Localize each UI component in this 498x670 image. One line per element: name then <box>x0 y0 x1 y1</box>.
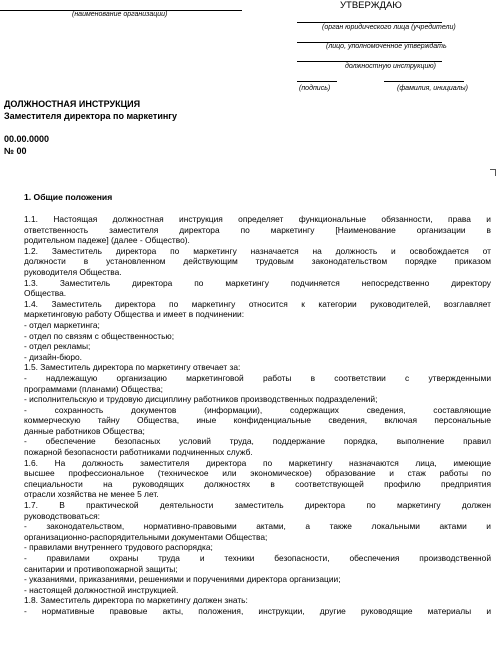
name-line <box>384 81 464 82</box>
legal-person-line <box>297 22 442 23</box>
body-line: - правилами охраны труда и техники безопасности, обеспечения производственной <box>24 553 491 563</box>
body-line: 1.1. Настоящая должностная инструкция определяет функциональные обязанности, права и <box>24 214 491 224</box>
body-line: высшее профессиональное (техническое или экономическое) образование и стаж работы по <box>24 468 491 479</box>
body-line: - нормативные правовые акты, положения, инструкции, другие руководящие материалы и <box>24 605 491 616</box>
body-line: пожарной безопасности работниками подчиненных служб. <box>24 447 253 458</box>
body-line: 1.6. На должность заместителя директора по маркетингу назначаются лица, имеющие <box>24 457 491 468</box>
document-number: № 00 <box>4 146 27 156</box>
instruction-caption: должностную инструкцию) <box>345 63 436 70</box>
body-line: родительном падеже] (далее - Общество). <box>24 235 190 246</box>
body-line: - отдел рекламы; <box>24 341 91 352</box>
body-line: - исполнительскую и трудовую дисциплину работников производственных подразделений; <box>24 394 378 405</box>
body-line: - отдел маркетинга; <box>24 319 100 330</box>
body-line: руководствоваться: <box>24 510 100 521</box>
body-line: - дизайн-бюро. <box>24 351 82 362</box>
body-line: - сохранность документов (информации), содержащих сведения, составляющие <box>24 404 491 415</box>
body-line: 1.8. Заместитель директора по маркетингу должен знать: <box>24 595 248 606</box>
body-line: ответственность заместителя директора по маркетингу [Наименование организации в <box>24 224 491 235</box>
section-heading: 1. Общие положения <box>24 192 113 202</box>
body-line: 1.2. Заместитель директора по маркетингу назначается на должность и освобождается от <box>24 245 491 256</box>
body-line: данные работников Общества; <box>24 425 145 436</box>
body-line: маркетинговую работу Общества и имеет в подчинении: <box>24 309 245 320</box>
document-title: ДОЛЖНОСТНАЯ ИНСТРУКЦИЯ <box>4 99 141 109</box>
name-caption: (фамилия, инициалы) <box>397 85 469 92</box>
body-line: 1.4. Заместитель директора по маркетингу относится к категории руководителей, возглавляет <box>24 298 491 309</box>
body-line: Общества. <box>24 288 67 299</box>
body-line: - правилами внутреннего трудового распорядка; <box>24 542 213 553</box>
page-corner-mark <box>490 169 496 176</box>
body-line: отрасли хозяйства не менее 5 лет. <box>24 489 159 500</box>
legal-person-caption: (орган юридического лица (учредители) <box>322 24 456 31</box>
body-line: должности в установленном действующим трудовым законодательством порядке приказом <box>24 256 491 267</box>
body-line: коммерческую тайну Общества, иные конфиденциальные сведения, включая персональные <box>24 415 491 426</box>
body-line: 1.7. В практической деятельности заместитель директора по маркетингу должен <box>24 500 491 511</box>
instruction-line <box>297 61 442 62</box>
body-line: организационно-распорядительными документами Общества; <box>24 531 268 542</box>
body-line: санитарии и противопожарной защиты; <box>24 563 178 574</box>
body-line: программами (планами) Общества; <box>24 383 163 394</box>
authorized-person-caption: (лицо, уполномоченное утверждать <box>326 43 447 50</box>
body-line: - надлежащую организацию маркетинговой работы в соответствии с утвержденными <box>24 372 491 383</box>
body-line: - настоящей должностной инструкцией. <box>24 584 179 595</box>
body-line: специальности на руководящих должностях в соответствующей профилю предприятия <box>24 478 491 489</box>
body-line: - указаниями, приказаниями, решениями и поручениями директора организации; <box>24 574 341 585</box>
document-date: 00.00.0000 <box>4 134 50 144</box>
org-name-caption: (наименование организации) <box>72 11 168 18</box>
body-line: - законодательством, нормативно-правовыми актами, а также локальными актами и <box>24 521 491 532</box>
body-line: 1.5. Заместитель директора по маркетингу отвечает за: <box>24 362 241 373</box>
body-line: - отдел по связям с общественностью; <box>24 330 175 341</box>
body-line: 1.3. Заместитель директора по маркетингу подчиняется непосредственно директору <box>24 277 491 288</box>
document-subtitle: Заместителя директора по маркетингу <box>4 111 178 121</box>
body-line: - обеспечение безопасных условий труда, поддержание порядка, выполнение правил <box>24 436 491 447</box>
body-line: руководителя Общества. <box>24 266 122 277</box>
section-body <box>24 214 491 617</box>
signature-caption: (подпись) <box>299 85 331 92</box>
approve-title: УТВЕРЖДАЮ <box>340 0 402 11</box>
signature-line <box>297 81 337 82</box>
